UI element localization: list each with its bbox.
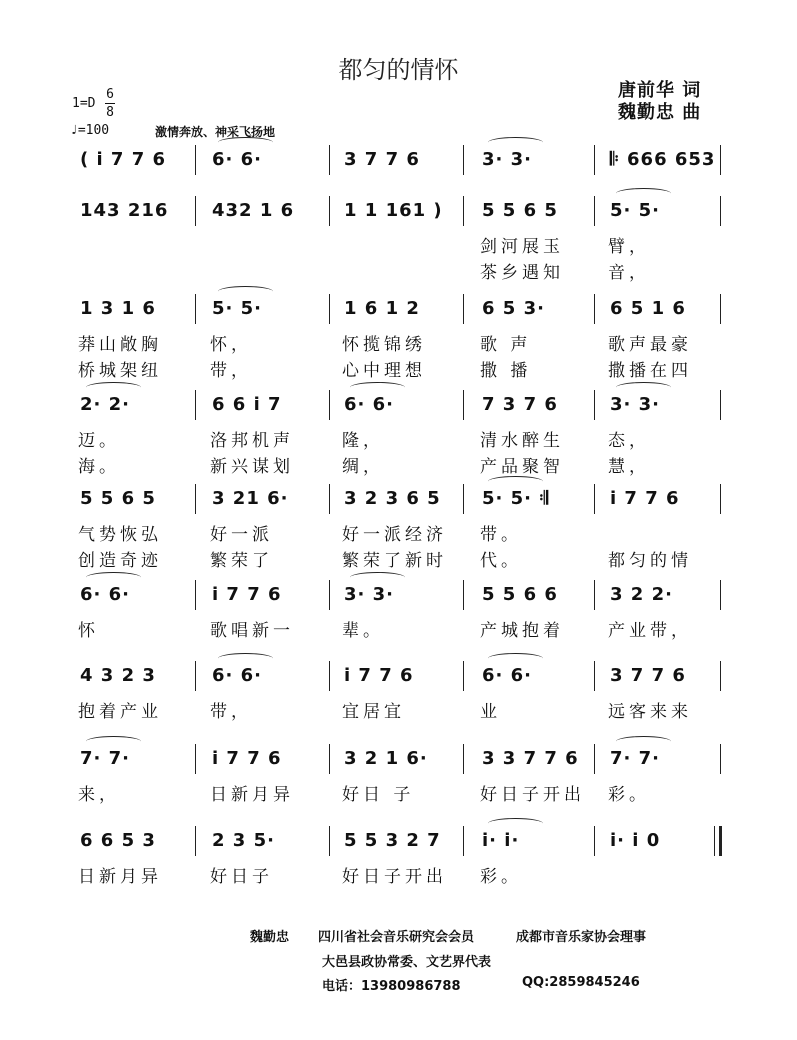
lyric-segment: 代。 xyxy=(480,551,522,571)
barline xyxy=(463,145,464,175)
lyricist-credit: 唐前华 词 xyxy=(618,80,702,101)
lyric-segment: 都匀的情 xyxy=(608,551,692,571)
lyric-segment: 臂， xyxy=(608,237,650,257)
lyric-segment: 辈。 xyxy=(342,621,384,641)
tie-arc xyxy=(488,476,543,487)
tie-arc xyxy=(350,382,405,393)
barline xyxy=(463,390,464,420)
barline xyxy=(720,661,721,691)
barline xyxy=(329,145,330,175)
song-title: 都匀的情怀 xyxy=(338,56,459,84)
tie-arc xyxy=(616,188,671,199)
measure-notes: 3 2 3 6 5 xyxy=(344,488,441,509)
lyric-segment: 迈。 xyxy=(78,431,120,451)
lyric-segment: 日新月异 xyxy=(78,867,162,887)
measure-notes: 𝄆 666 653 xyxy=(610,149,716,170)
measure-notes: 6· 6· xyxy=(212,149,262,170)
barline xyxy=(329,661,330,691)
lyric-segment: 态， xyxy=(608,431,650,451)
lyrics-line-2 xyxy=(0,356,797,380)
footer-membership: 四川省社会音乐研究会会员 xyxy=(318,930,475,945)
lyric-segment: 带。 xyxy=(480,525,522,545)
lyric-segment: 莽山敞胸 xyxy=(78,335,162,355)
notes-line xyxy=(0,661,797,691)
score-row xyxy=(0,294,797,381)
measure-notes: 5 5 6 5 xyxy=(80,488,156,509)
barline xyxy=(594,484,595,514)
lyric-segment: 好日子开出 xyxy=(342,867,447,887)
lyric-segment: 带， xyxy=(210,361,252,381)
lyric-segment: 产品聚智 xyxy=(480,457,564,477)
lyrics-line-1 xyxy=(0,520,797,544)
measure-notes: 5 5 6 6 xyxy=(482,584,558,605)
measure-notes: 3· 3· xyxy=(344,584,394,605)
lyric-segment: 海。 xyxy=(78,457,120,477)
footer-name: 魏勤忠 xyxy=(250,930,290,945)
lyrics-line-1 xyxy=(0,780,797,804)
lyric-segment: 心中理想 xyxy=(342,361,426,381)
footer-title: 成都市音乐家协会理事 xyxy=(516,930,647,945)
score-row xyxy=(0,196,797,283)
lyric-segment: 业 xyxy=(480,702,501,722)
lyric-segment: 绸， xyxy=(342,457,384,477)
tie-arc xyxy=(218,137,273,148)
lyric-segment: 气势恢弘 xyxy=(78,525,162,545)
barline xyxy=(720,294,721,324)
barline xyxy=(195,145,196,175)
measure-notes: 7· 7· xyxy=(80,748,130,769)
lyric-segment: 好一派经济 xyxy=(342,525,447,545)
barline xyxy=(329,390,330,420)
lyric-segment: 好日 子 xyxy=(342,785,415,805)
lyric-segment: 撒 播 xyxy=(480,361,532,381)
lyric-segment: 抱着产业 xyxy=(78,702,162,722)
barline xyxy=(594,294,595,324)
tie-arc xyxy=(350,572,405,583)
lyric-segment: 清水醉生 xyxy=(480,431,564,451)
lyrics-line-1 xyxy=(0,616,797,640)
barline xyxy=(720,390,721,420)
notes-line xyxy=(0,196,797,226)
measure-notes: ( i 7 7 6 xyxy=(80,149,167,170)
barline xyxy=(195,196,196,226)
measure-notes: i 7 7 6 xyxy=(610,488,680,509)
barline xyxy=(463,484,464,514)
measure-notes: 5 5 6 5 xyxy=(482,200,558,221)
barline xyxy=(720,744,721,774)
score-row xyxy=(0,826,797,886)
footer-qq: QQ:2859845246 xyxy=(522,975,640,990)
tempo-mark: ♩=100 xyxy=(70,123,110,138)
lyric-segment: 繁荣了 xyxy=(210,551,273,571)
lyric-segment: 歌 声 xyxy=(480,335,532,355)
barline xyxy=(195,294,196,324)
measure-notes: i 7 7 6 xyxy=(344,665,414,686)
final-barline xyxy=(714,826,722,856)
measure-notes: 6· 6· xyxy=(344,394,394,415)
barline xyxy=(594,744,595,774)
time-signature-top: 6 xyxy=(106,87,114,102)
barline xyxy=(463,661,464,691)
barline xyxy=(594,145,595,175)
lyric-segment: 歌唱新一 xyxy=(210,621,294,641)
barline xyxy=(329,744,330,774)
lyric-segment: 新兴谋划 xyxy=(210,457,294,477)
measure-notes: 6· 6· xyxy=(482,665,532,686)
measure-notes: 2 3 5· xyxy=(212,830,275,851)
measure-notes: 2· 2· xyxy=(80,394,130,415)
barline xyxy=(195,390,196,420)
lyric-segment: 茶乡遇知 xyxy=(480,263,564,283)
lyric-segment: 繁荣了新时 xyxy=(342,551,447,571)
measure-notes: 143 216 xyxy=(80,200,169,221)
measure-notes: 5 5 3 2 7 xyxy=(344,830,441,851)
lyric-segment: 洛邦机声 xyxy=(210,431,294,451)
barline xyxy=(720,145,721,175)
measure-notes: i· i· xyxy=(482,830,520,851)
notes-line xyxy=(0,390,797,420)
lyric-segment: 好一派 xyxy=(210,525,273,545)
tie-arc xyxy=(86,736,141,747)
lyric-segment: 好日子 xyxy=(210,867,273,887)
measure-notes: 432 1 6 xyxy=(212,200,295,221)
lyric-segment: 桥城架纽 xyxy=(78,361,162,381)
notes-line xyxy=(0,484,797,514)
lyric-segment: 彩。 xyxy=(608,785,650,805)
score-row xyxy=(0,580,797,640)
barline xyxy=(329,826,330,856)
measure-notes: i 7 7 6 xyxy=(212,584,282,605)
measure-notes: 7 3 7 6 xyxy=(482,394,558,415)
lyric-segment: 歌声最豪 xyxy=(608,335,692,355)
barline xyxy=(463,294,464,324)
barline xyxy=(594,390,595,420)
lyrics-line-2 xyxy=(0,546,797,570)
score-row xyxy=(0,484,797,571)
measure-notes: 3 7 7 6 xyxy=(344,149,420,170)
barline xyxy=(195,580,196,610)
barline xyxy=(195,744,196,774)
barline xyxy=(720,196,721,226)
score-row xyxy=(0,744,797,804)
barline xyxy=(594,661,595,691)
lyric-segment: 怀揽锦绣 xyxy=(342,335,426,355)
lyric-segment: 好日子开出 xyxy=(480,785,585,805)
measure-notes: 3 3 7 7 6 xyxy=(482,748,579,769)
lyric-segment: 宜居宜 xyxy=(342,702,405,722)
measure-notes: 3 21 6· xyxy=(212,488,289,509)
barline xyxy=(594,826,595,856)
lyrics-line-2 xyxy=(0,258,797,282)
footer-position: 大邑县政协常委、文艺界代表 xyxy=(322,955,492,970)
barline xyxy=(463,580,464,610)
measure-notes: 6 5 3· xyxy=(482,298,545,319)
lyric-segment: 剑河展玉 xyxy=(480,237,564,257)
lyric-segment: 慧， xyxy=(608,457,650,477)
notes-line xyxy=(0,580,797,610)
notes-line xyxy=(0,744,797,774)
key-signature: 1=D xyxy=(72,96,96,111)
barline xyxy=(329,294,330,324)
tie-arc xyxy=(218,286,273,297)
lyric-segment: 怀， xyxy=(210,335,252,355)
measure-notes: 1 1 161 ) xyxy=(344,200,443,221)
measure-notes: 3· 3· xyxy=(610,394,660,415)
notes-line xyxy=(0,145,797,175)
footer-phone: 电话：13980986788 xyxy=(322,979,461,994)
lyric-segment: 产业带， xyxy=(608,621,692,641)
measure-notes: 6 6 i 7 xyxy=(212,394,282,415)
barline xyxy=(720,580,721,610)
tie-arc xyxy=(218,653,273,664)
measure-notes: 6· 6· xyxy=(80,584,130,605)
lyric-segment: 怀 xyxy=(78,621,99,641)
measure-notes: 6· 6· xyxy=(212,665,262,686)
measure-notes: 3· 3· xyxy=(482,149,532,170)
measure-notes: i· i 0 xyxy=(610,830,661,851)
lyrics-line-1 xyxy=(0,330,797,354)
barline xyxy=(195,826,196,856)
notes-line xyxy=(0,826,797,856)
measure-notes: 7· 7· xyxy=(610,748,660,769)
lyric-segment: 隆， xyxy=(342,431,384,451)
lyrics-line-1 xyxy=(0,697,797,721)
lyrics-line-1 xyxy=(0,862,797,886)
barline xyxy=(594,580,595,610)
barline xyxy=(463,196,464,226)
tie-arc xyxy=(86,572,141,583)
barline xyxy=(329,484,330,514)
barline xyxy=(195,661,196,691)
barline xyxy=(720,484,721,514)
tie-arc xyxy=(488,653,543,664)
lyric-segment: 产城抱着 xyxy=(480,621,564,641)
tie-arc xyxy=(86,382,141,393)
score-row xyxy=(0,661,797,721)
measure-notes: 1 6 1 2 xyxy=(344,298,420,319)
tie-arc xyxy=(616,382,671,393)
measure-notes: 3 7 7 6 xyxy=(610,665,686,686)
tie-arc xyxy=(616,736,671,747)
measure-notes: 5· 5· 𝄇 xyxy=(482,488,550,509)
tie-arc xyxy=(488,137,543,148)
tie-arc xyxy=(488,818,543,829)
measure-notes: 6 6 5 3 xyxy=(80,830,156,851)
score-row xyxy=(0,390,797,477)
barline xyxy=(329,580,330,610)
time-signature xyxy=(105,86,115,121)
measure-notes: i 7 7 6 xyxy=(212,748,282,769)
barline xyxy=(195,484,196,514)
lyric-segment: 带， xyxy=(210,702,252,722)
barline xyxy=(463,826,464,856)
measure-notes: 4 3 2 3 xyxy=(80,665,156,686)
measure-notes: 5· 5· xyxy=(212,298,262,319)
composer-credit: 魏勤忠 曲 xyxy=(618,102,702,123)
lyrics-line-2 xyxy=(0,452,797,476)
measure-notes: 5· 5· xyxy=(610,200,660,221)
lyric-segment: 创造奇迹 xyxy=(78,551,162,571)
barline xyxy=(329,196,330,226)
measure-notes: 1 3 1 6 xyxy=(80,298,156,319)
measure-notes: 3 2 1 6· xyxy=(344,748,428,769)
time-signature-bottom: 8 xyxy=(106,105,114,120)
measure-notes: 6 5 1 6 xyxy=(610,298,686,319)
barline xyxy=(594,196,595,226)
lyric-segment: 音， xyxy=(608,263,650,283)
lyric-segment: 远客来来 xyxy=(608,702,692,722)
lyric-segment: 日新月异 xyxy=(210,785,294,805)
lyrics-line-1 xyxy=(0,232,797,256)
notes-line xyxy=(0,294,797,324)
lyrics-line-1 xyxy=(0,426,797,450)
barline xyxy=(463,744,464,774)
lyric-segment: 来， xyxy=(78,785,120,805)
expression-mark: 激情奔放、神采飞扬地 xyxy=(155,125,276,139)
lyric-segment: 撒播在四 xyxy=(608,361,692,381)
measure-notes: 3 2 2· xyxy=(610,584,673,605)
lyric-segment: 彩。 xyxy=(480,867,522,887)
